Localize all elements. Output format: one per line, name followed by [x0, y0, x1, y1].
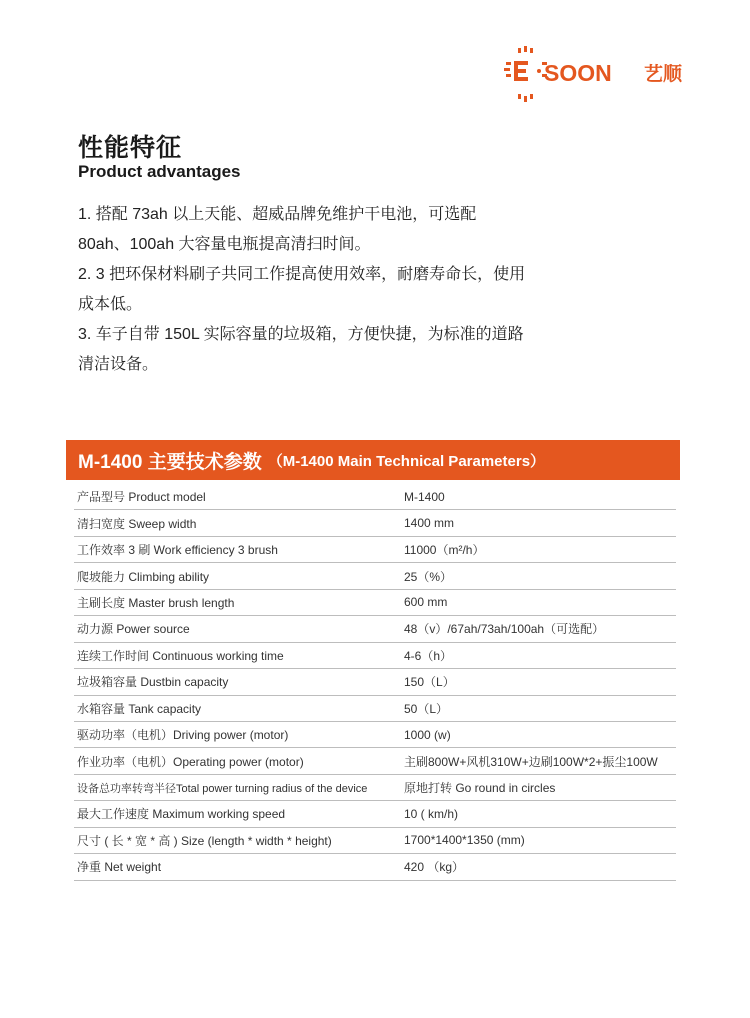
section-title-en: Product advantages — [78, 162, 241, 181]
row-label: 净重 Net weight — [77, 860, 162, 875]
params-title: M-1400 主要技术参数 — [78, 451, 262, 473]
row-value: 1000 (w) — [404, 727, 451, 742]
feature-item: 3. 车子自带 150L 实际容量的垃圾箱，方便快捷，为标准的道路清洁设备。 — [78, 326, 524, 373]
table-row — [74, 510, 676, 536]
row-label: 产品型号 Product model — [77, 490, 206, 505]
features-list — [78, 200, 528, 380]
row-value: 420 （kg） — [404, 860, 465, 875]
row-value: 10 ( km/h) — [404, 806, 459, 821]
table-row — [74, 563, 676, 589]
esoon-logo-icon — [500, 44, 700, 104]
table-row — [74, 696, 676, 722]
row-label: 垃圾箱容量 Dustbin capacity — [77, 675, 229, 690]
brand-logo — [500, 44, 700, 104]
row-label: 水箱容量 Tank capacity — [77, 701, 202, 716]
row-value: 1700*1400*1350 (mm) — [404, 833, 525, 848]
row-label: 主刷长度 Master brush length — [77, 595, 235, 610]
table-row — [74, 537, 676, 563]
row-value: 48（v）/67ah/73ah/100ah（可选配） — [404, 622, 605, 637]
table-row — [74, 484, 676, 510]
params-header-bar — [66, 440, 680, 480]
svg-text:SOON: SOON — [544, 60, 612, 86]
table-row — [74, 775, 676, 801]
svg-text:艺顺: 艺顺 — [644, 63, 683, 85]
table-row — [74, 828, 676, 854]
row-value: 1400 mm — [404, 516, 455, 531]
row-value: 25（%） — [404, 569, 453, 584]
table-row — [74, 722, 676, 748]
row-label: 爬坡能力 Climbing ability — [77, 569, 210, 584]
table-row — [74, 748, 676, 774]
row-label: 动力源 Power source — [77, 622, 190, 637]
row-value: 原地打转 Go round in circles — [404, 781, 556, 796]
table-row — [74, 643, 676, 669]
params-subtitle: （M-1400 Main Technical Parameters） — [267, 452, 546, 470]
row-value: 50（L） — [404, 701, 449, 716]
table-row — [74, 616, 676, 642]
row-label: 尺寸 ( 长 * 宽 * 高 ) Size (length * width * height) — [77, 833, 332, 848]
row-label: 连续工作时间 Continuous working time — [77, 648, 284, 663]
row-label: 工作效率 3 刷 Work efficiency 3 brush — [77, 543, 278, 558]
row-value: 11000（m²/h） — [404, 543, 485, 558]
table-row — [74, 801, 676, 827]
row-value: 150（L） — [404, 675, 455, 690]
table-row — [74, 854, 676, 880]
row-label: 驱动功率（电机）Driving power (motor) — [77, 728, 289, 743]
row-label: 设备总功率转弯半径Total power turning radius of the device — [77, 782, 368, 795]
table-row — [74, 590, 676, 616]
row-value: 600 mm — [404, 595, 448, 610]
row-label: 清扫宽度 Sweep width — [77, 516, 197, 531]
feature-item: 1. 搭配 73ah 以上天能、超威品牌免维护干电池，可选配 80ah、100ah 大容量电瓶提高清扫时间。 — [78, 206, 477, 253]
table-row — [74, 669, 676, 695]
row-value: 主刷800W+风机310W+边刷100W*2+振尘100W — [404, 754, 658, 769]
section-title-cn: 性能特征 — [78, 134, 183, 162]
row-label: 最大工作速度 Maximum working speed — [77, 807, 286, 822]
row-value: 4-6（h） — [404, 648, 453, 663]
params-table — [74, 484, 676, 881]
row-label: 作业功率（电机）Operating power (motor) — [77, 754, 304, 769]
row-value: M-1400 — [404, 489, 445, 504]
feature-item: 2. 3 把环保材料刷子共同工作提高使用效率，耐磨寿命长，使用成本低。 — [78, 266, 526, 313]
